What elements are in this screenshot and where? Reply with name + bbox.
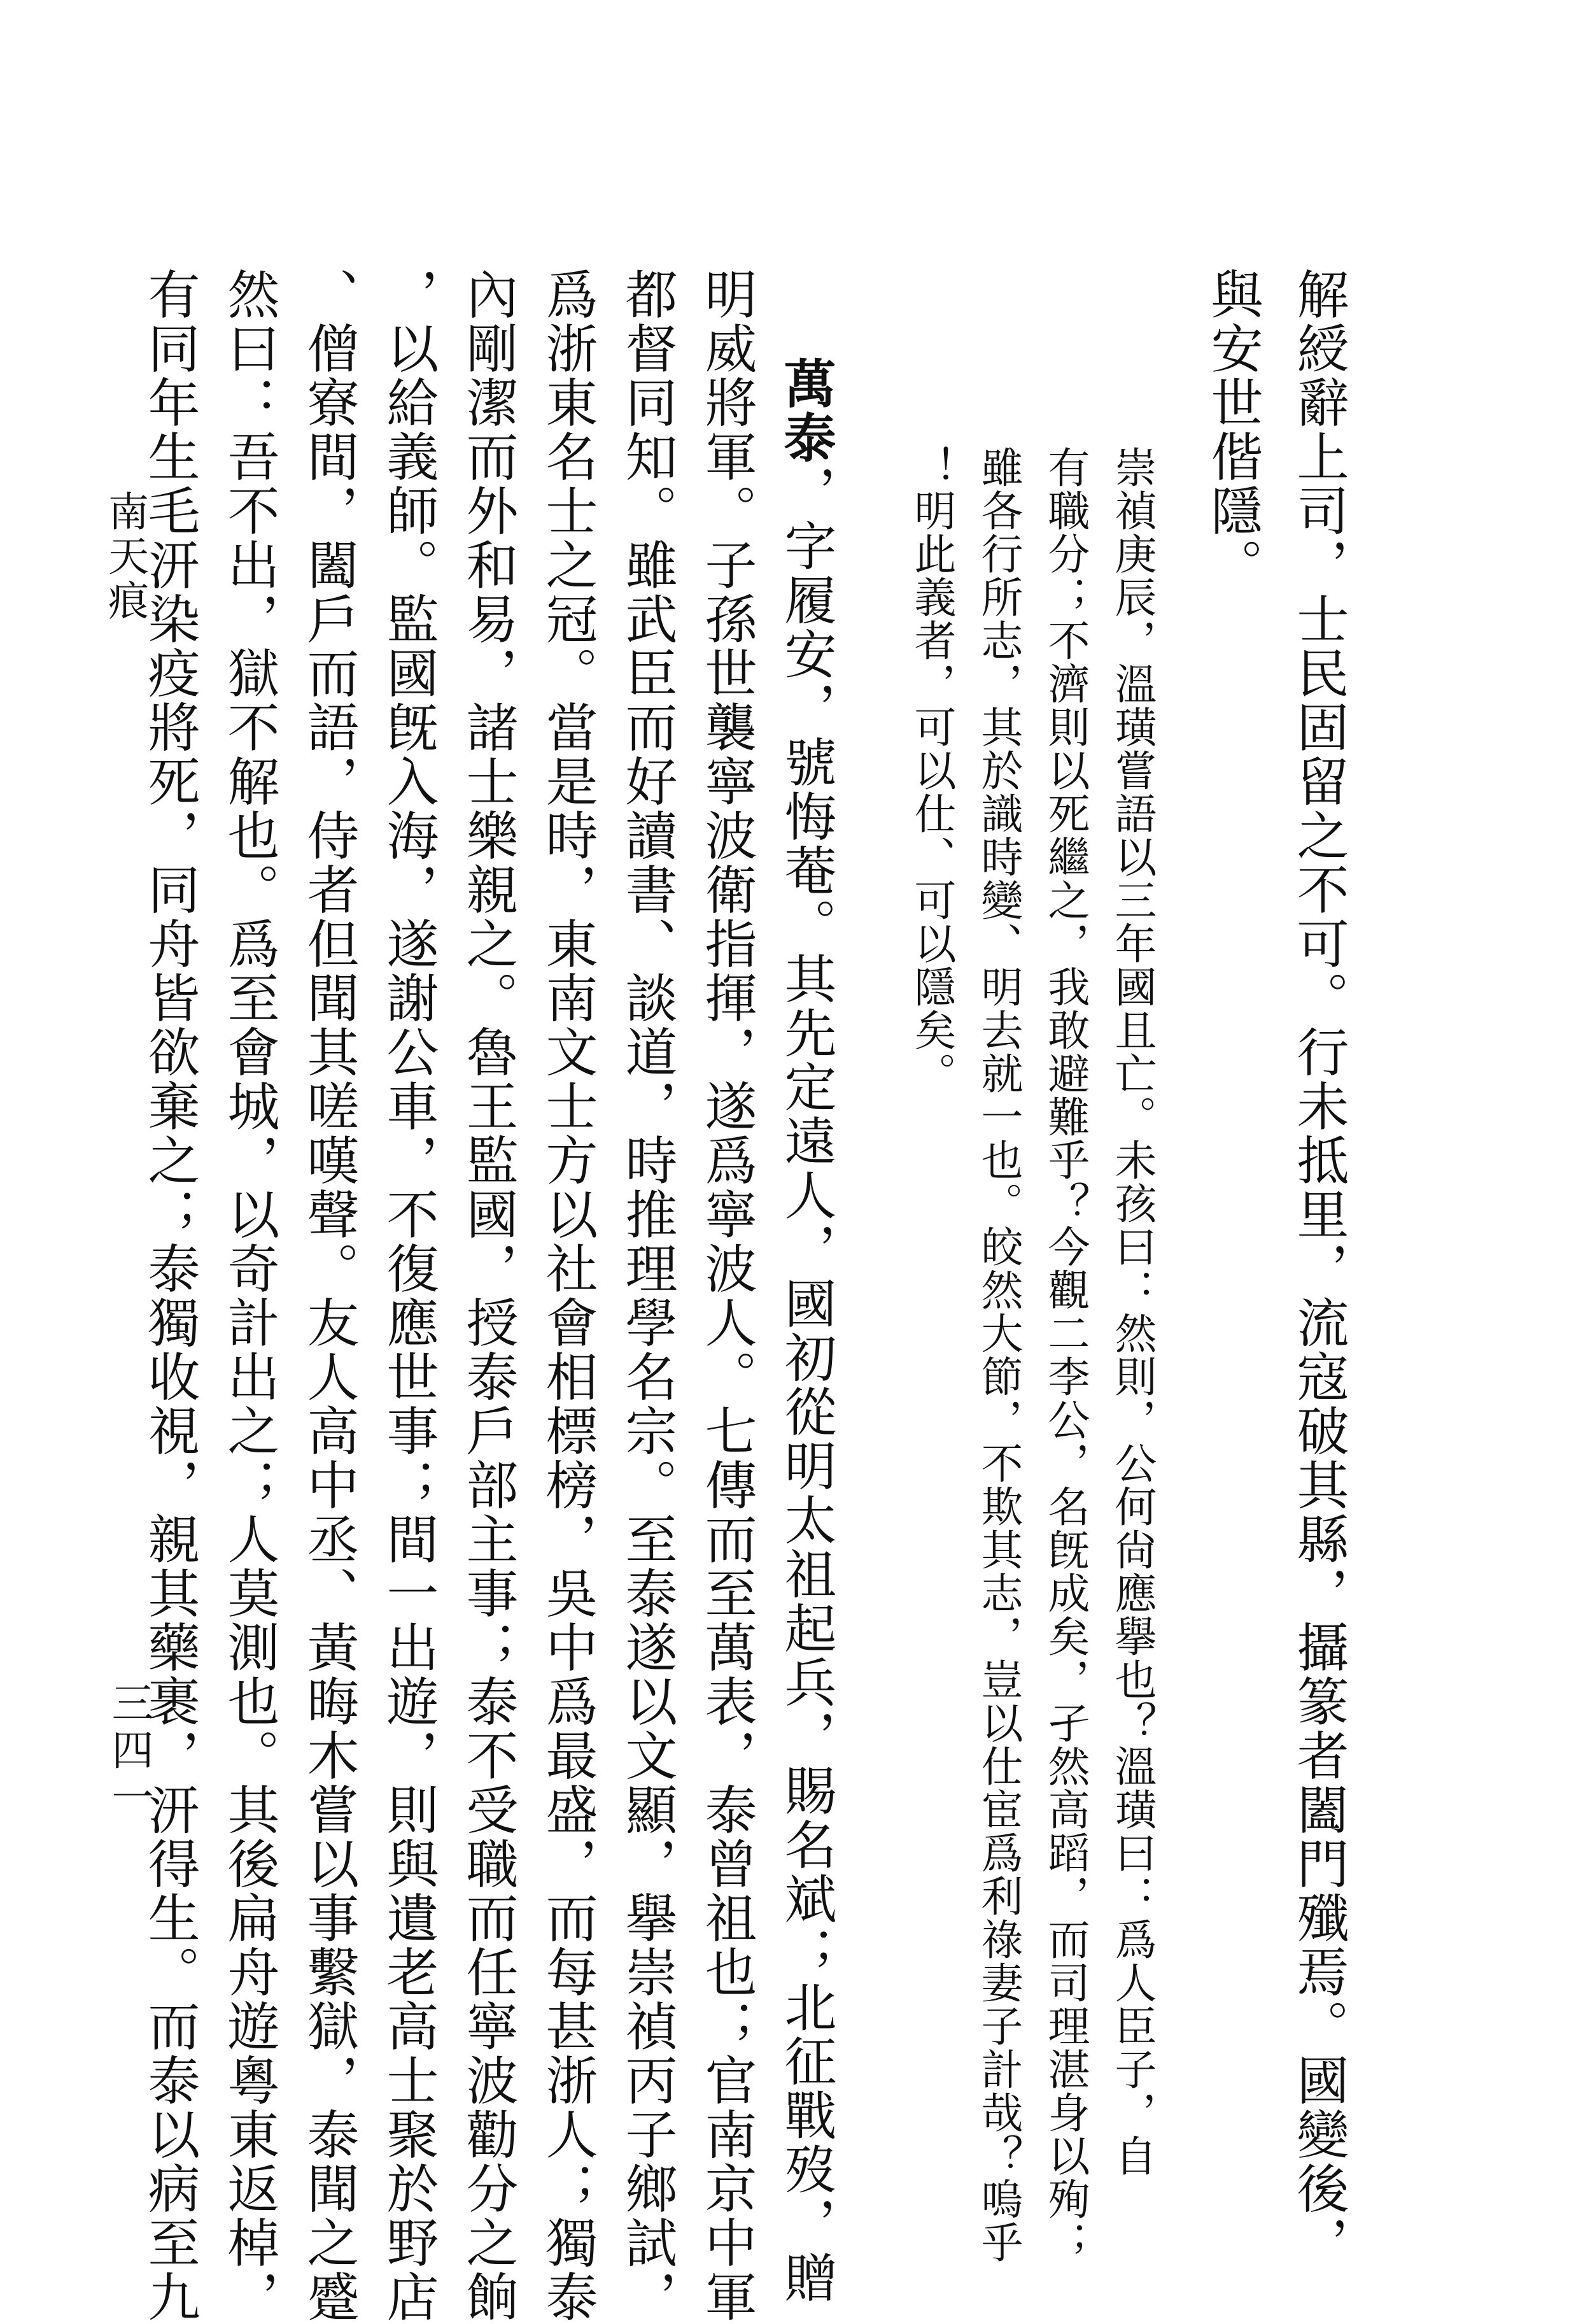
biography-line-1 <box>775 357 836 2305</box>
biography-line-1-text: ，字履安，號悔菴。其先定遠人，國初從明太祖起兵，賜名斌；北征戰歿，贈 <box>776 465 836 2305</box>
biography-line-9: 有同年生毛汧染疫將死，同舟皆欲棄之；泰獨收視，親其藥裹，汧得生。而泰以病至九 <box>139 267 200 2324</box>
running-title: 南天痕 <box>101 490 148 624</box>
commentary-line-1: 崇禎庚辰，溫璜嘗語以三年國且亡。未孩曰：然則，公何尙應擧也？溫璜曰：爲人臣子，自 <box>1108 446 1157 2178</box>
biography-line-8: 然曰：吾不出，獄不解也。爲至會城，以奇計出之；人莫測也。其後扁舟遊粵東返棹， <box>219 267 279 2324</box>
biography-line-2: 明威將軍。子孫世襲寧波衛指揮，遂爲寧波人。七傳而至萬表，泰曾祖也；官南京中軍 <box>696 267 757 2324</box>
biography-line-7: 、僧寮間，闔戶而語，侍者但聞其嗟嘆聲。友人高中丞、黃晦木嘗以事繫獄，泰聞之蹙 <box>299 267 359 2324</box>
upper-text-line-2: 與安世偕隱。 <box>1202 267 1263 592</box>
commentary-line-4: ！明此義者，可以仕、可以隱矣。 <box>907 446 956 1095</box>
commentary-line-2: 有職分；不濟則以死繼之，我敢避難乎？今觀二李公，名旣成矣，孑然高蹈，而司理湛身以殉； <box>1041 446 1090 2264</box>
page-number: 三四一 <box>104 1681 153 1822</box>
biography-line-6: ，以給義師。監國旣入海，遂謝公車，不復應世事；間一出遊，則與遺老高士聚於野店 <box>378 267 439 2324</box>
biography-line-5: 內剛潔而外和易，諸士樂親之。魯王監國，授泰戶部主事；泰不受職而任寧波勸分之餉 <box>458 267 518 2324</box>
commentary-line-3: 雖各行所志，其於識時變、明去就一也。皎然大節，不欺其志，豈以仕宦爲利祿妻子計哉？嗚乎 <box>974 446 1023 2264</box>
biography-name: 萬泰 <box>775 357 836 465</box>
biography-line-3: 都督同知。雖武臣而好讀書、談道，時推理學名宗。至泰遂以文顯，擧崇禎丙子鄉試， <box>617 267 677 2324</box>
biography-line-4: 爲浙東名士之冠。當是時，東南文士方以社會相標榜，吳中爲最盛，而每甚浙人；獨泰 <box>537 267 598 2324</box>
upper-text-line-1: 解綬辭上司，士民固留之不可。行未抵里，流寇破其縣，攝篆者闔門殲焉。國變後， <box>1288 267 1349 2270</box>
